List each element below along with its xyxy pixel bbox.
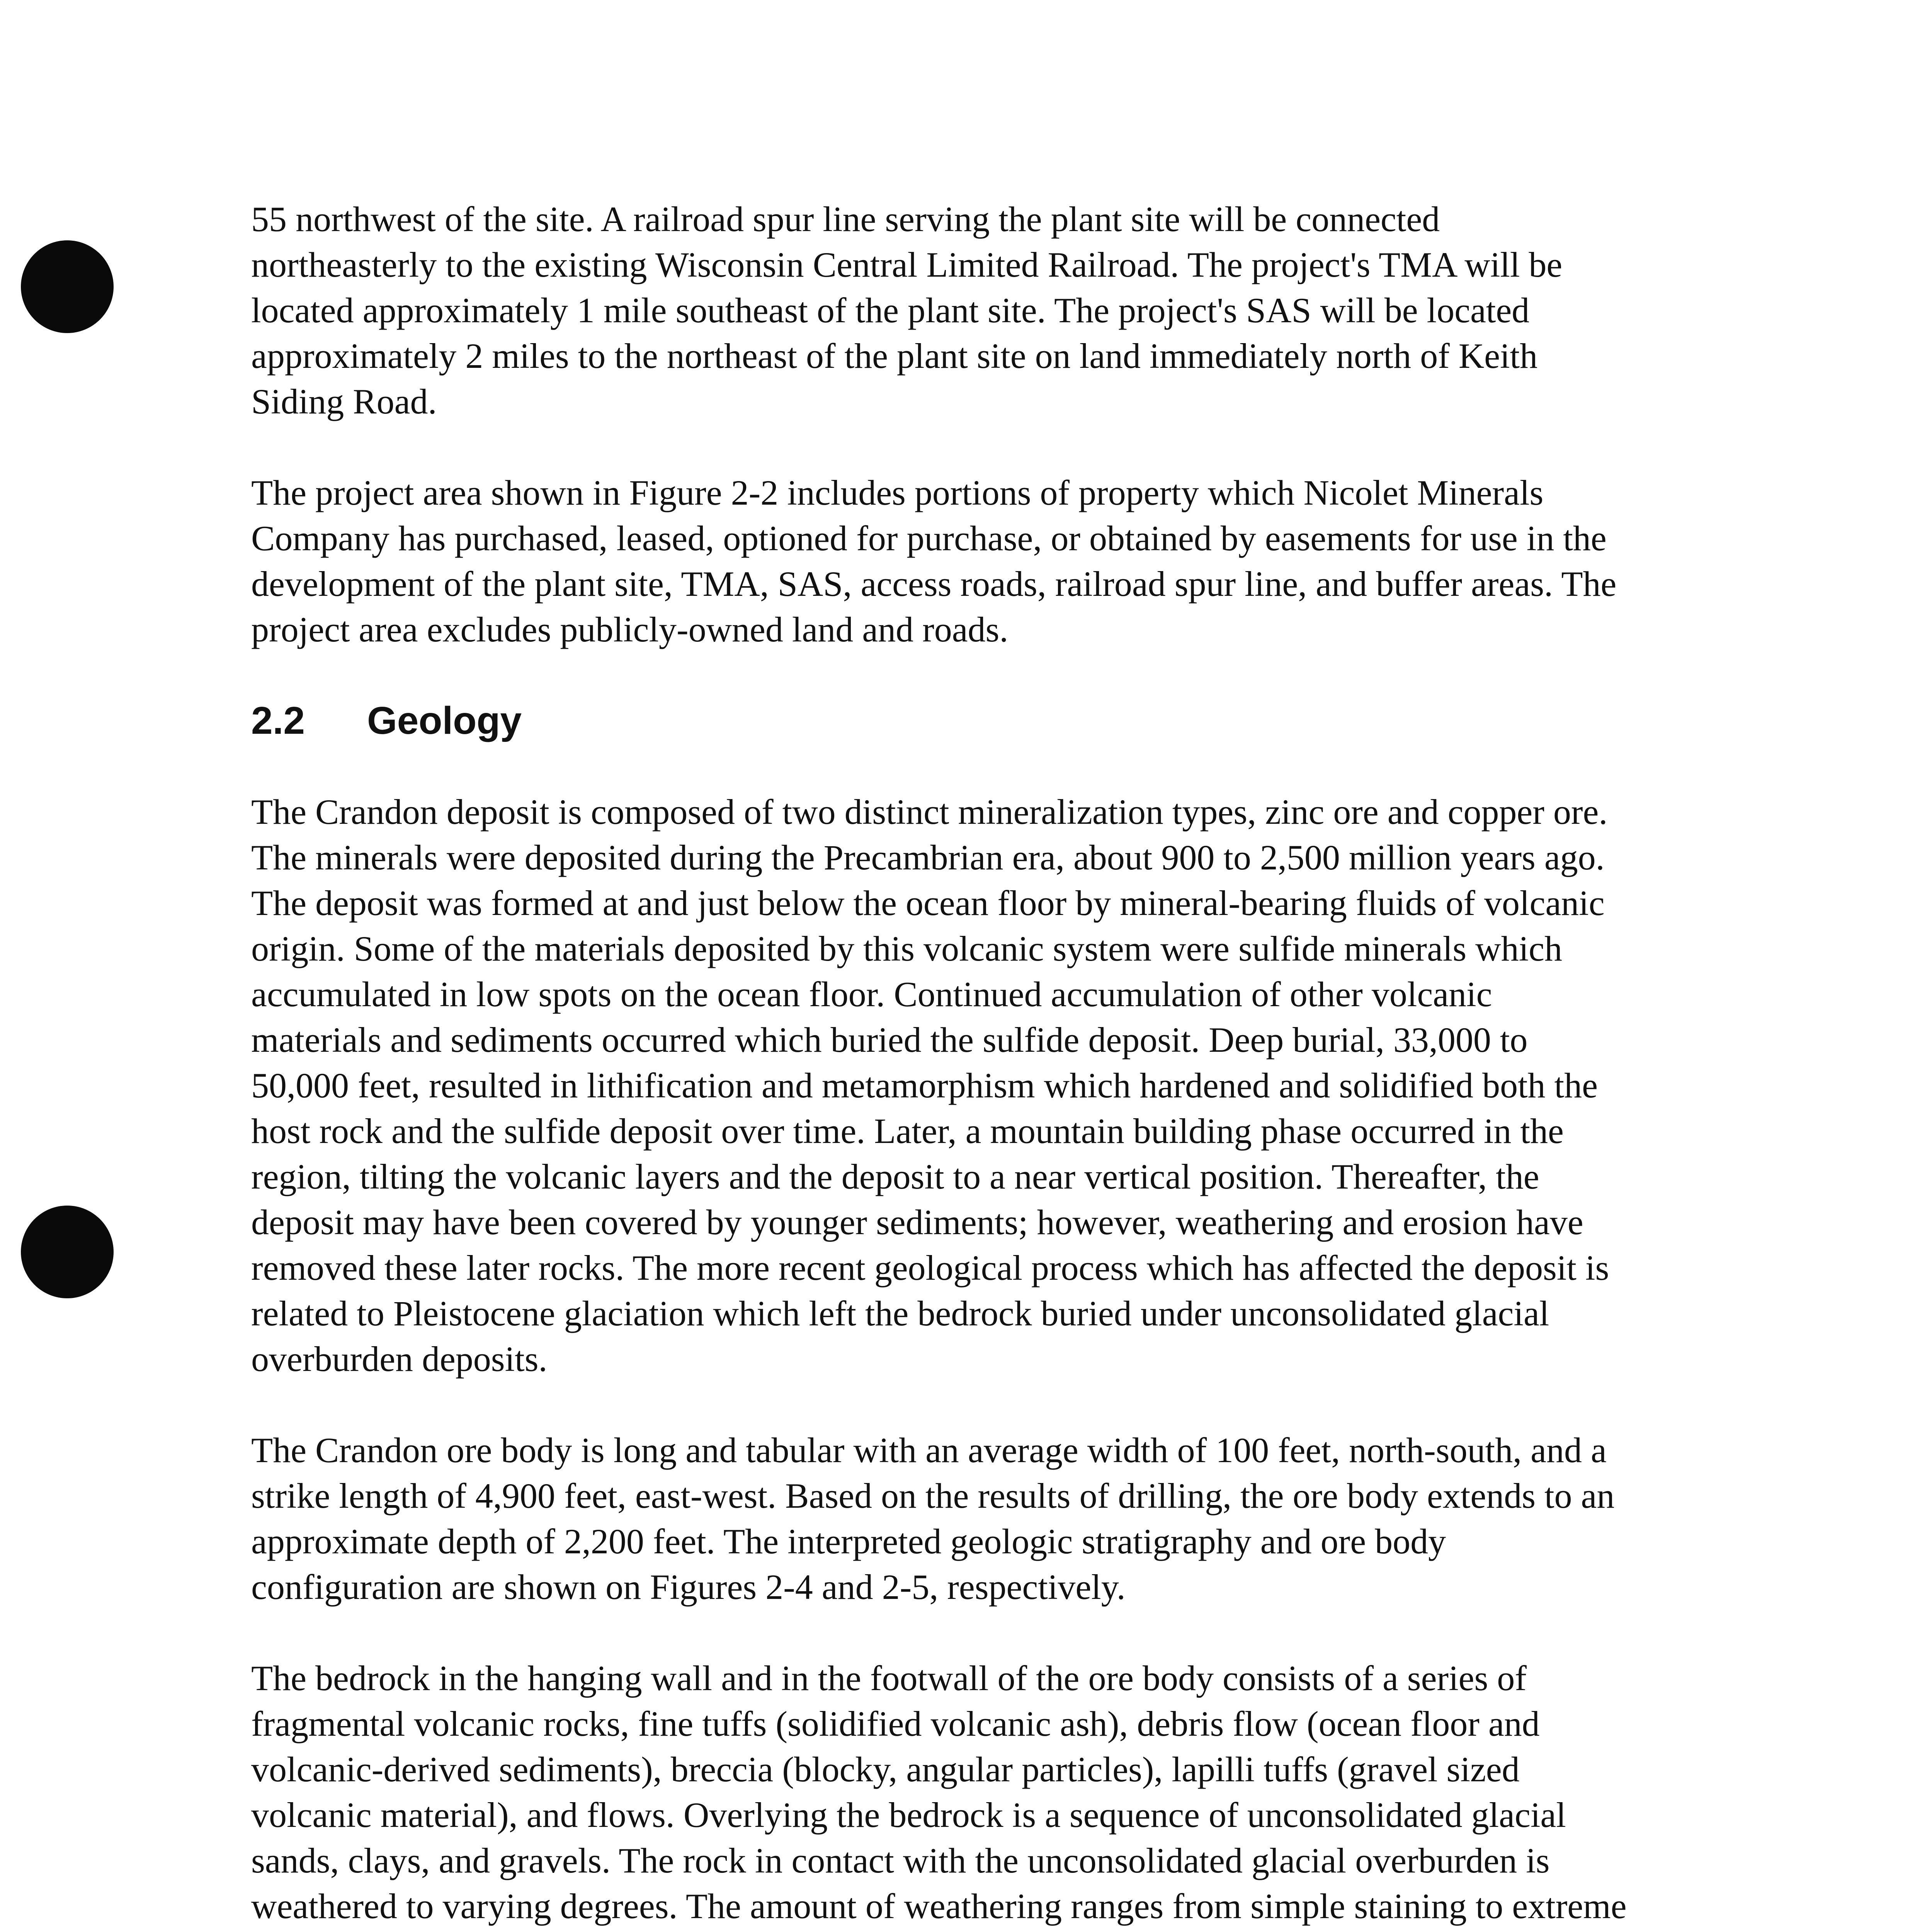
page-body [251, 196, 1797, 1932]
paragraph-deposit-origin: The Crandon deposit is composed of two distinct mineralization types, zinc ore and copper ore. The minerals were deposited during the Precambrian era, about 900 to 2,500 million years ago. The deposit was formed at and just below the ocean floor by mineral-bearing fluids of volcanic origin. Some of the materials deposited by this volcanic system were sulfide minerals which accumulated in low spots on the ocean floor. Continued accumulation of other volcanic materials and sediments occurred which buried the sulfide deposit. Deep burial, 33,000 to 50,000 feet, resulted in lithification and metamorphism which hardened and solidified both the host rock and the sulfide deposit over time. Later, a mountain building phase occurred in the region, tilting the volcanic layers and the deposit to a near vertical position. Thereafter, the deposit may have been covered by younger sediments; however, weathering and erosion have removed these later rocks. The more recent geological process which has affected the deposit is related to Pleistocene glaciation which left the bedrock buried under unconsolidated glacial overburden deposits. [251, 792, 1609, 1379]
paragraph-bedrock: The bedrock in the hanging wall and in the footwall of the ore body consists of a series of fragmental volcanic rocks, fine tuffs (solidified volcanic ash), debris flow (ocean floor and volcanic-derived sediments), breccia (blocky, angular particles), lapilli tuffs (gravel sized volcanic material), and flows. Overlying the bedrock is a sequence of unconsolidated glacial sands, clays, and gravels. The rock in contact with the unconsolidated glacial overburden is weathered to varying degrees. The amount of weathering ranges from simple staining to extreme [251, 1658, 1627, 1926]
binder-hole-top [21, 240, 114, 333]
section-number: 2.2 [251, 699, 305, 742]
binder-hole-middle [21, 1206, 114, 1298]
section-title: Geology [367, 699, 522, 742]
paragraph-site-location: 55 northwest of the site. A railroad spur line serving the plant site will be connected northeasterly to the existing Wisconsin Central Limited Railroad. The project's TMA will be located approximately 1 mile southeast of the plant site. The project's SAS will be located approximately 2 miles to the northeast of the plant site on land immediately north of Keith Siding Road. [251, 199, 1563, 421]
paragraph-project-area: The project area shown in Figure 2-2 includes portions of property which Nicolet Minerals Company has purchased, leased, optioned for purchase, or obtained by easements for use in the development of the plant site, TMA, SAS, access roads, railroad spur line, and buffer areas. The project area excludes publicly-owned land and roads. [251, 473, 1617, 649]
paragraph-ore-body: The Crandon ore body is long and tabular with an average width of 100 feet, north-south, and a strike length of 4,900 feet, east-west. Based on the results of drilling, the ore body extends to an approximate depth of 2,200 feet. The interpreted geologic stratigraphy and ore body configuration are shown on Figures 2-4 and 2-5, respectively. [251, 1430, 1615, 1607]
section-heading-geology [251, 698, 1797, 743]
